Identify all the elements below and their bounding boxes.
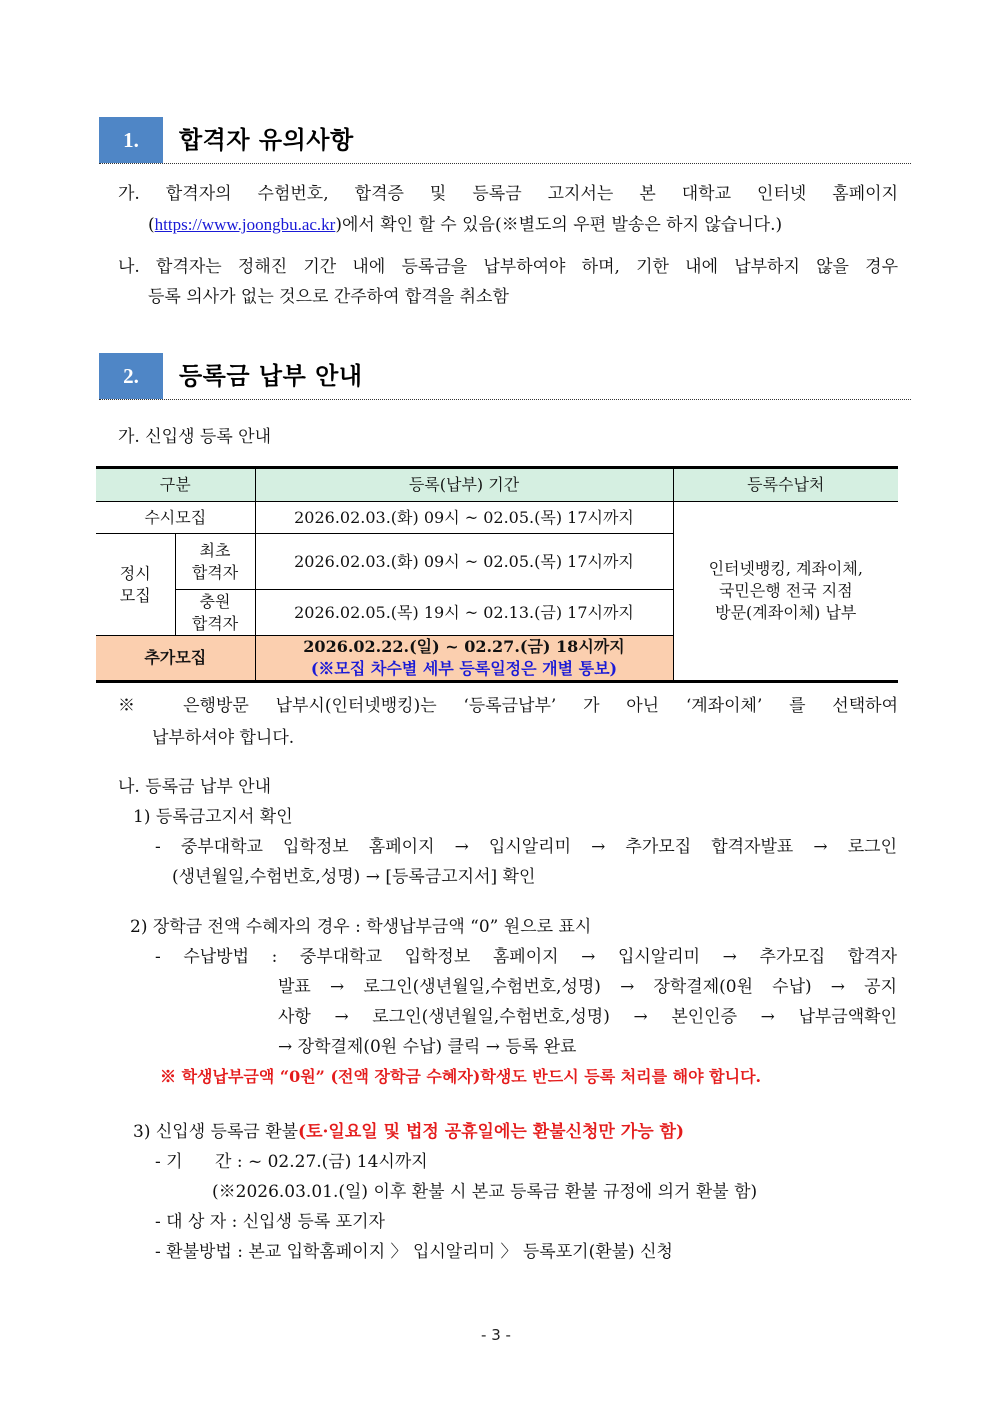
cell-jeongsi-label [96, 534, 175, 636]
section-1-header [99, 117, 911, 164]
item3-method: - 환불방법 : 본교 입학홈페이지 〉 입시알리미 〉 등록포기(환불) 신청 [155, 1242, 673, 1262]
item2-line2: 발표 → 로그인(생년월일,수험번호,성명) → 장학결제(0원 수납) → 공지 [278, 977, 897, 997]
item2-warning: ※ 학생납부금액 “0원” (전액 장학금 수혜자)학생도 반드시 등록 처리를 해야 합니다. [160, 1067, 762, 1086]
item1-line2: (생년월일,수험번호,성명) → [등록금고지서] 확인 [172, 867, 536, 887]
item-ga-text: 합격자의 수험번호, 합격증 및 등록금 고지서는 본 대학교 인터넷 홈페이지 [165, 184, 898, 204]
item-ga-line2 [148, 214, 782, 236]
table-row-susi [96, 502, 898, 534]
cell-extra-label [175, 590, 255, 636]
cell-susi-period: 2026.02.03.(화) 09시 ~ 02.05.(목) 17시까지 [255, 502, 673, 534]
item-na-line2: 등록 의사가 없는 것으로 간주하여 합격을 취소함 [148, 287, 509, 307]
jeongsi-line1: 정시 [119, 563, 151, 583]
item-na-line1 [118, 256, 898, 278]
item2-line4: → 장학결제(0원 수납) 클릭 → 등록 완료 [278, 1037, 577, 1057]
first-line1: 최초 [199, 540, 231, 560]
item-na-label: 나. [118, 257, 140, 277]
cell-extra-period: 2026.02.05.(목) 19시 ~ 02.13.(금) 17시까지 [255, 590, 673, 636]
item1-title: 1) 등록금고지서 확인 [133, 807, 293, 827]
header-category: 구분 [96, 468, 255, 502]
cell-first-period: 2026.02.03.(화) 09시 ~ 02.05.(목) 17시까지 [255, 534, 673, 590]
item3-title-text: 3) 신입생 등록금 환불 [133, 1122, 299, 1142]
extra-line2: 합격자 [191, 613, 239, 633]
header-place: 등록수납처 [673, 468, 898, 502]
item3-title [133, 1121, 684, 1143]
jeongsi-line2: 모집 [119, 585, 151, 605]
table-header-row [96, 468, 898, 502]
item-na-text: 합격자는 정해진 기간 내에 등록금을 납부하여야 하며, 기한 내에 납부하지 않을 경우 [156, 257, 898, 277]
place-line2: 국민은행 전국 지점 [718, 581, 853, 600]
item3-period: - 기 간 : ~ 02.27.(금) 14시까지 [155, 1152, 428, 1172]
item2-line1: - 수납방법 : 중부대학교 입학정보 홈페이지 → 입시알리미 → 추가모집 합격자 [155, 947, 897, 967]
cell-chuga-label: 추가모집 [96, 636, 255, 682]
section-2-number: 2. [99, 353, 163, 399]
paren-open: ( [148, 215, 155, 235]
section-1-title: 합격자 유의사항 [179, 126, 354, 154]
cell-first-label [175, 534, 255, 590]
cell-payment-place [673, 502, 898, 682]
item2-title: 2) 장학금 전액 수혜자의 경우 : 학생납부금액 “0” 원으로 표시 [130, 917, 592, 937]
item-ga-rest: )에서 확인 할 수 있음(※별도의 우편 발송은 하지 않습니다.) [335, 215, 783, 235]
place-line3: 방문(계좌이체) 납부 [715, 603, 857, 622]
registration-table [96, 466, 898, 683]
section-1-number: 1. [99, 117, 163, 163]
bank-notice-line2: 납부하셔야 합니다. [152, 728, 295, 748]
item1-line1: - 중부대학교 입학정보 홈페이지 → 입시알리미 → 추가모집 합격자발표 → 로그인 [155, 837, 897, 857]
item2-line3: 사항 → 로그인(생년월일,수험번호,성명) → 본인인증 → 납부금액확인 [278, 1007, 897, 1027]
section-2-title: 등록금 납부 안내 [179, 362, 363, 390]
extra-line1: 충원 [199, 591, 231, 611]
bank-notice-line1: ※ 은행방문 납부시(인터넷뱅킹)는 ‘등록금납부’ 가 아닌 ‘계좌이체’ 를 선택하여 [118, 696, 898, 716]
homepage-link[interactable]: https://www.joongbu.ac.kr [154, 215, 336, 234]
header-period: 등록(납부) 기간 [255, 468, 673, 502]
cell-susi-label: 수시모집 [96, 502, 255, 534]
page-number: - 3 - [481, 1326, 511, 1344]
place-line1: 인터넷뱅킹, 계좌이체, [708, 559, 863, 578]
chuga-note: (※모집 차수별 세부 등록일정은 개별 통보) [310, 659, 618, 678]
section-2-header [99, 353, 911, 400]
sub-na-heading: 나. 등록금 납부 안내 [118, 777, 271, 797]
item3-target: - 대 상 자 : 신입생 등록 포기자 [155, 1212, 385, 1232]
item3-title-red: (토·일요일 및 법정 공휴일에는 환불신청만 가능 함) [298, 1122, 685, 1142]
item3-period-note: (※2026.03.01.(일) 이후 환불 시 본교 등록금 환불 규정에 의거 환불 함) [212, 1182, 758, 1202]
first-line2: 합격자 [191, 562, 239, 582]
item-ga-label: 가. [118, 184, 140, 204]
cell-chuga-period [255, 636, 673, 682]
chuga-period: 2026.02.22.(일) ~ 02.27.(금) 18시까지 [303, 637, 625, 656]
sub-ga-heading: 가. 신입생 등록 안내 [118, 427, 271, 447]
item-ga-line1 [118, 183, 898, 205]
